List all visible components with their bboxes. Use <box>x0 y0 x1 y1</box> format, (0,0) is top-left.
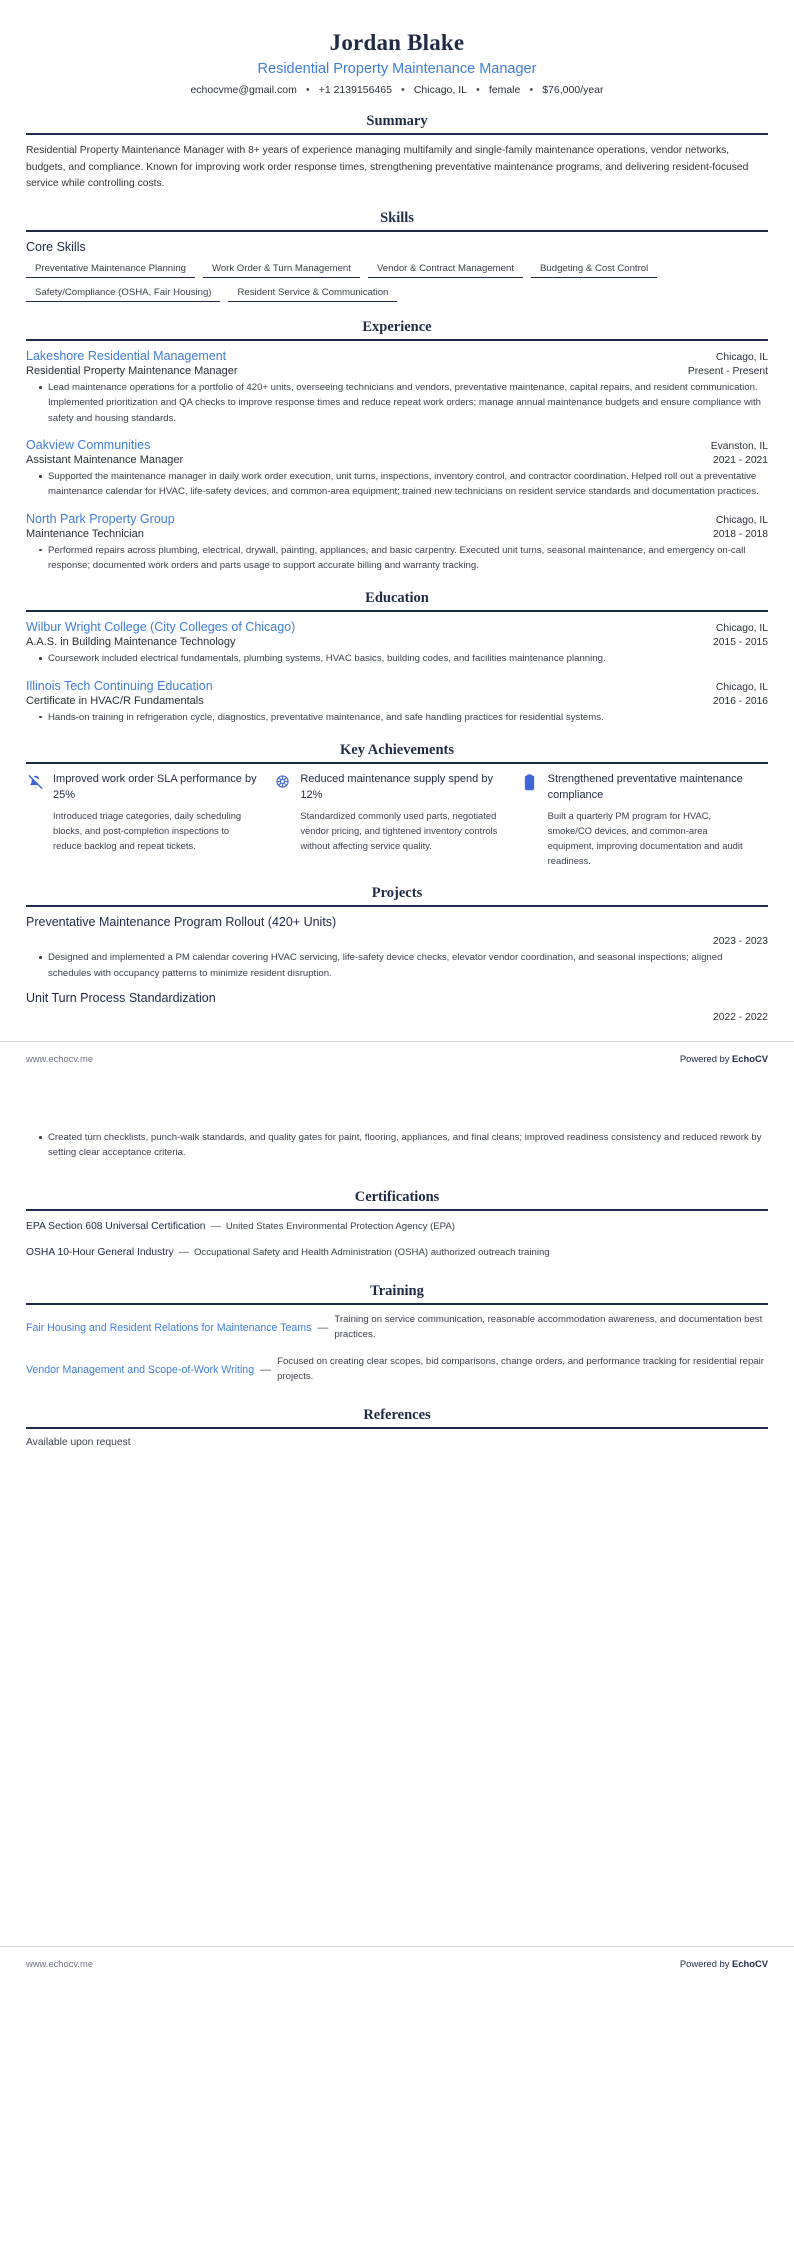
experience-entry <box>26 438 768 500</box>
project-entry <box>26 991 768 1023</box>
section-title-training: Training <box>370 1282 424 1299</box>
education-location: Chicago, IL <box>715 681 768 693</box>
section-title-achievements: Key Achievements <box>340 742 454 759</box>
experience-dates: 2021 - 2021 <box>713 455 768 467</box>
experience-location: Evanston, IL <box>710 441 768 453</box>
experience-entry <box>26 349 768 426</box>
page-footer <box>0 1946 794 1982</box>
project-dates: 2023 - 2023 <box>713 936 768 948</box>
education-bullets <box>26 710 768 725</box>
clipboard-icon <box>521 772 539 792</box>
section-key-achievements <box>26 742 768 868</box>
training-name[interactable]: Fair Housing and Resident Relations for Maintenance Teams <box>26 1321 312 1334</box>
education-dates: 2015 - 2015 <box>713 637 768 649</box>
contact-location: Chicago, IL <box>413 84 467 96</box>
achievement-title: Reduced maintenance supply spend by 12% <box>300 773 493 802</box>
page-break-gap <box>0 1077 794 1093</box>
candidate-name: Jordan Blake <box>329 30 465 55</box>
bullet-item: Supported the maintenance manager in daily work order execution, unit turns, inspections, inventory control, and contractor coordination. Helped roll out a preventative maintenance calendar for HVAC, life-safety devices, and common-area equipment; trained new technicians on resident service standards and documentation practices. <box>39 469 768 500</box>
section-divider <box>26 610 768 612</box>
skill-tag: Resident Service & Communication <box>228 287 397 302</box>
training-entry <box>26 1355 768 1385</box>
certification-dash: — <box>178 1247 189 1259</box>
experience-dates: 2018 - 2018 <box>713 528 768 540</box>
section-divider <box>26 230 768 232</box>
achievement-card <box>26 772 273 868</box>
bullet-item: Designed and implemented a PM calendar covering HVAC servicing, life-safety device checks, elevator vendor coordination, and seasonal inspections; aligned schedules with occupancy patterns to minimize resident disruption. <box>39 950 768 981</box>
education-dates: 2016 - 2016 <box>713 695 768 707</box>
bell-slash-icon <box>26 772 44 792</box>
skill-tag: Preventative Maintenance Planning <box>26 263 195 278</box>
achievement-description: Introduced triage categories, daily scheduling blocks, and post-completion inspections to reduce backlog and repeat tickets. <box>53 809 242 851</box>
section-training <box>26 1283 768 1385</box>
page-footer <box>0 1041 794 1077</box>
education-entry <box>26 679 768 725</box>
certification-name: EPA Section 608 Universal Certification <box>26 1220 206 1232</box>
contact-separator-icon: • <box>529 83 534 96</box>
projects-continued <box>26 1130 768 1161</box>
bullet-item: Performed repairs across plumbing, electrical, drywall, painting, appliances, and basic carpentry. Executed unit turns, seasonal maintenance, and emergency on-call response; documented work orders and parts usage to support accurate billing and warranty tracking. <box>39 543 768 574</box>
contact-email[interactable]: echocvme@gmail.com <box>190 84 297 96</box>
footer-brand: EchoCV <box>732 1053 768 1065</box>
experience-organization[interactable]: Oakview Communities <box>26 438 151 453</box>
certification-entry <box>26 1219 768 1234</box>
bullet-item: Coursework included electrical fundamentals, plumbing systems, HVAC basics, building codes, and facilities maintenance planning. <box>39 651 768 666</box>
footer-powered-prefix: Powered by <box>679 1053 733 1065</box>
experience-role: Assistant Maintenance Manager <box>26 454 184 467</box>
certification-dash: — <box>210 1220 221 1232</box>
section-divider <box>26 1303 768 1305</box>
project-dates: 2022 - 2022 <box>713 1012 768 1024</box>
section-references <box>26 1407 768 1448</box>
section-divider <box>26 905 768 907</box>
project-bullets <box>26 950 768 981</box>
experience-bullets <box>26 543 768 574</box>
contact-separator-icon: • <box>400 83 405 96</box>
experience-organization[interactable]: Lakeshore Residential Management <box>26 349 227 364</box>
footer-website[interactable]: www.echocv.me <box>26 1958 94 1970</box>
training-name[interactable]: Vendor Management and Scope-of-Work Writing <box>26 1364 255 1377</box>
certification-issuer: Occupational Safety and Health Administration (OSHA) authorized outreach training <box>193 1247 550 1259</box>
experience-role: Maintenance Technician <box>26 527 144 540</box>
contact-separator-icon: • <box>305 83 310 96</box>
project-title: Unit Turn Process Standardization <box>26 991 216 1006</box>
section-title-projects: Projects <box>371 885 423 902</box>
training-description: Focused on creating clear scopes, bid comparisons, change orders, and performance tracking for residential repair projects. <box>277 1356 764 1383</box>
section-title-summary: Summary <box>366 113 428 129</box>
project-bullets <box>26 1130 768 1161</box>
experience-role: Residential Property Maintenance Manager <box>26 365 238 378</box>
section-divider <box>26 1427 768 1429</box>
skills-group-title: Core Skills <box>26 240 86 255</box>
achievement-title: Improved work order SLA performance by 25% <box>53 773 257 802</box>
certification-issuer: United States Environmental Protection Agency (EPA) <box>225 1220 455 1232</box>
resume-header <box>26 22 768 96</box>
footer-brand: EchoCV <box>732 1958 768 1970</box>
achievement-card <box>521 772 768 868</box>
section-title-skills: Skills <box>380 210 414 227</box>
education-institution[interactable]: Illinois Tech Continuing Education <box>26 678 213 693</box>
training-dash: — <box>317 1321 329 1334</box>
section-certifications <box>26 1189 768 1261</box>
gear-icon <box>273 772 291 792</box>
skill-tag: Work Order & Turn Management <box>203 263 360 278</box>
achievement-card <box>273 772 520 868</box>
experience-dates: Present - Present <box>687 366 768 378</box>
skill-tag: Budgeting & Cost Control <box>531 263 657 278</box>
section-divider <box>26 133 768 135</box>
contact-salary: $76,000/year <box>542 84 604 96</box>
resume-page-1 <box>0 0 794 1077</box>
certification-name: OSHA 10-Hour General Industry <box>26 1247 174 1259</box>
achievement-description: Built a quarterly PM program for HVAC, smoke/CO devices, and common-area equipment, improving documentation and audit readiness. <box>547 809 743 866</box>
education-degree: A.A.S. in Building Maintenance Technology <box>26 636 236 649</box>
skill-row <box>26 263 768 278</box>
section-title-experience: Experience <box>362 319 432 336</box>
bullet-item: Hands-on training in refrigeration cycle, diagnostics, preventative maintenance, and safe handling practices for residential systems. <box>39 710 768 725</box>
training-entry <box>26 1313 768 1343</box>
skill-row <box>26 287 768 302</box>
candidate-job-title: Residential Property Maintenance Manager <box>257 61 537 77</box>
section-title-education: Education <box>365 590 429 607</box>
skill-tag: Vendor & Contract Management <box>368 263 523 278</box>
section-divider <box>26 339 768 341</box>
certification-entry <box>26 1245 768 1260</box>
training-description: Training on service communication, reasonable accommodation awareness, and documentation best practices. <box>334 1313 763 1340</box>
bullet-item: Lead maintenance operations for a portfolio of 420+ units, overseeing technicians and vendors, preventative maintenance, capital repairs, and resident communication. Implemented prioritization and QA checks to improve response times and reduce repeat work orders; manage annual maintenance budgets and ensure compliance with safety and housing standards. <box>39 380 768 426</box>
education-bullets <box>26 651 768 666</box>
summary-text: Residential Property Maintenance Manager with 8+ years of experience managing multifamily and single-family maintenance operations, vendor networks, budgets, and compliance. Known for improving work order response times, strengthening preventative maintenance programs, and delivering resident-focused service while controlling costs. <box>26 145 749 190</box>
footer-powered-by <box>680 1958 768 1969</box>
education-entry <box>26 620 768 666</box>
section-education <box>26 590 768 725</box>
experience-entry <box>26 512 768 574</box>
contact-line <box>26 84 768 96</box>
references-text: Available upon request <box>26 1437 131 1449</box>
education-institution[interactable]: Wilbur Wright College (City Colleges of Chicago) <box>26 620 296 635</box>
experience-location: Chicago, IL <box>715 514 768 526</box>
resume-page-2 <box>0 1093 794 1982</box>
experience-bullets <box>26 469 768 500</box>
section-divider <box>26 762 768 764</box>
section-title-certifications: Certifications <box>354 1188 440 1205</box>
footer-powered-prefix: Powered by <box>679 1958 733 1970</box>
skill-tag: Safety/Compliance (OSHA, Fair Housing) <box>26 287 220 302</box>
experience-bullets <box>26 380 768 426</box>
experience-organization[interactable]: North Park Property Group <box>26 511 175 526</box>
section-divider <box>26 1209 768 1211</box>
section-summary <box>26 113 768 193</box>
achievement-description: Standardized commonly used parts, negotiated vendor pricing, and tightened inventory controls without affecting service quality. <box>300 809 498 851</box>
education-location: Chicago, IL <box>715 623 768 635</box>
experience-location: Chicago, IL <box>715 352 768 364</box>
project-entry <box>26 915 768 981</box>
training-dash: — <box>260 1364 272 1377</box>
footer-website[interactable]: www.echocv.me <box>26 1053 94 1065</box>
section-experience <box>26 319 768 573</box>
contact-gender: female <box>488 84 521 96</box>
bullet-item: Created turn checklists, punch-walk standards, and quality gates for paint, flooring, appliances, and final cleans; improved readiness consistency and reduced rework by setting clear acceptance criteria. <box>39 1130 768 1161</box>
achievement-title: Strengthened preventative maintenance compliance <box>547 773 743 802</box>
contact-separator-icon: • <box>475 83 480 96</box>
education-degree: Certificate in HVAC/R Fundamentals <box>26 694 204 707</box>
page-whitespace <box>26 1448 768 1928</box>
section-projects <box>26 885 768 1023</box>
achievements-grid <box>26 772 768 868</box>
section-title-references: References <box>363 1407 431 1424</box>
footer-powered-by <box>680 1053 768 1064</box>
section-skills <box>26 210 768 302</box>
project-title: Preventative Maintenance Program Rollout (420+ Units) <box>26 915 337 930</box>
contact-phone[interactable]: +1 2139156465 <box>318 84 392 96</box>
